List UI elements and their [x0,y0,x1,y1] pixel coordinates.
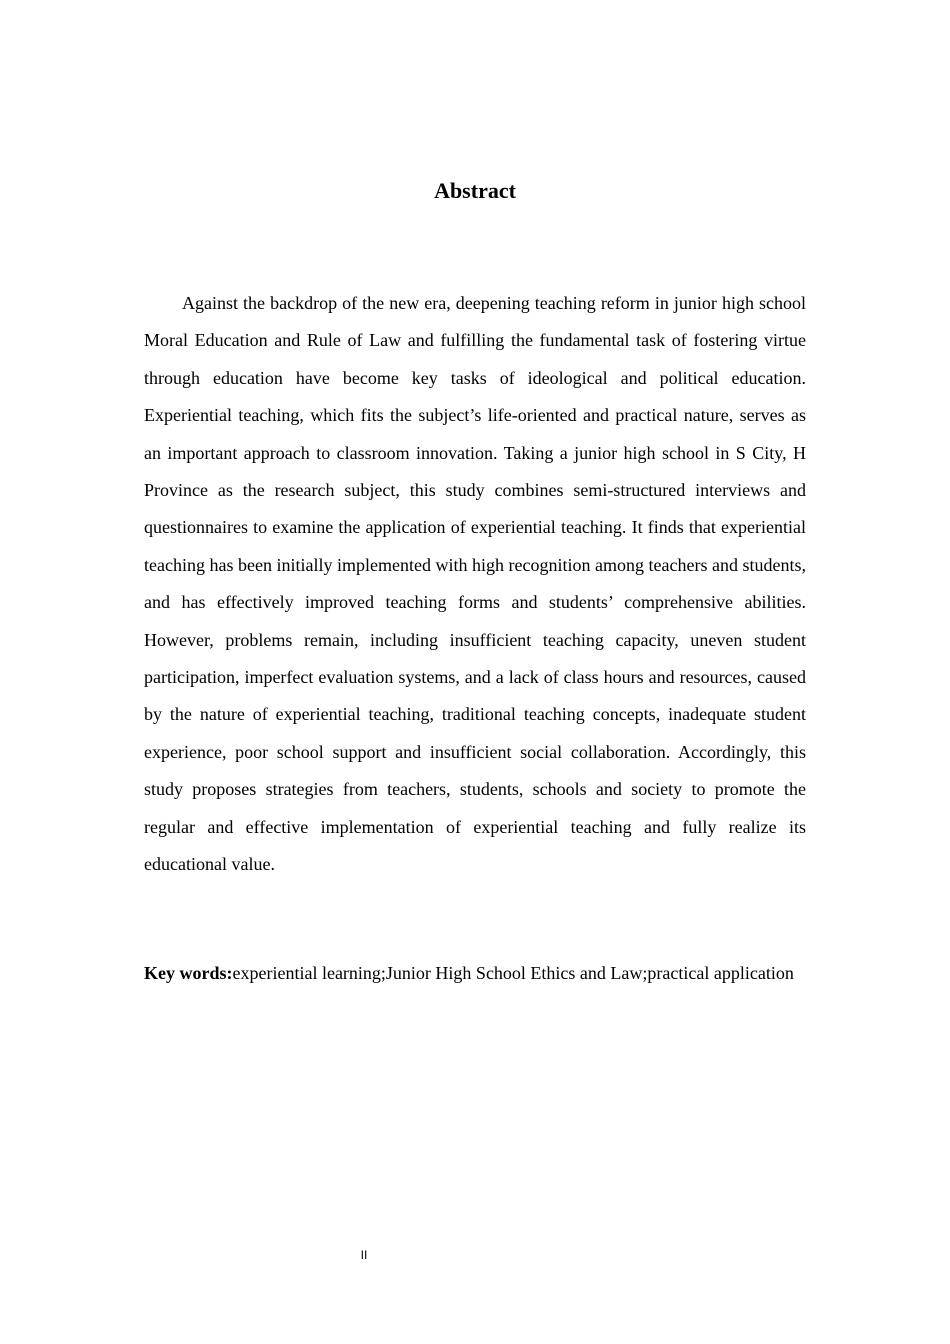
page-number: II [360,1248,368,1262]
keywords-label: Key words: [144,963,233,983]
keywords-text: experiential learning;Junior High School Ethics and Law;practical application [232,963,794,983]
keywords-line [144,955,806,992]
abstract-paragraph: Against the backdrop of the new era, deepening teaching reform in junior high school Moral Education and Rule of Law and fulfilling the fundamental task of fostering virtue through education have become key tasks of ideological and political education. Experiential teaching, which fits the subject’s life-oriented and practical nature, serves as an important approach to classroom innovation. Taking a junior high school in S City, H Province as the research subject, this study combines semi-structured interviews and questionnaires to examine the application of experiential teaching. It finds that experiential teaching has been initially implemented with high recognition among teachers and students, and has effectively improved teaching forms and students’ comprehensive abilities. However, problems remain, including insufficient teaching capacity, uneven student participation, imperfect evaluation systems, and a lack of class hours and resources, caused by the nature of experiential teaching, traditional teaching concepts, inadequate student experience, poor school support and insufficient social collaboration. Accordingly, this study proposes strategies from teachers, students, schools and society to promote the regular and effective implementation of experiential teaching and fully realize its educational value. [144,293,806,875]
abstract-title: Abstract [434,178,516,203]
